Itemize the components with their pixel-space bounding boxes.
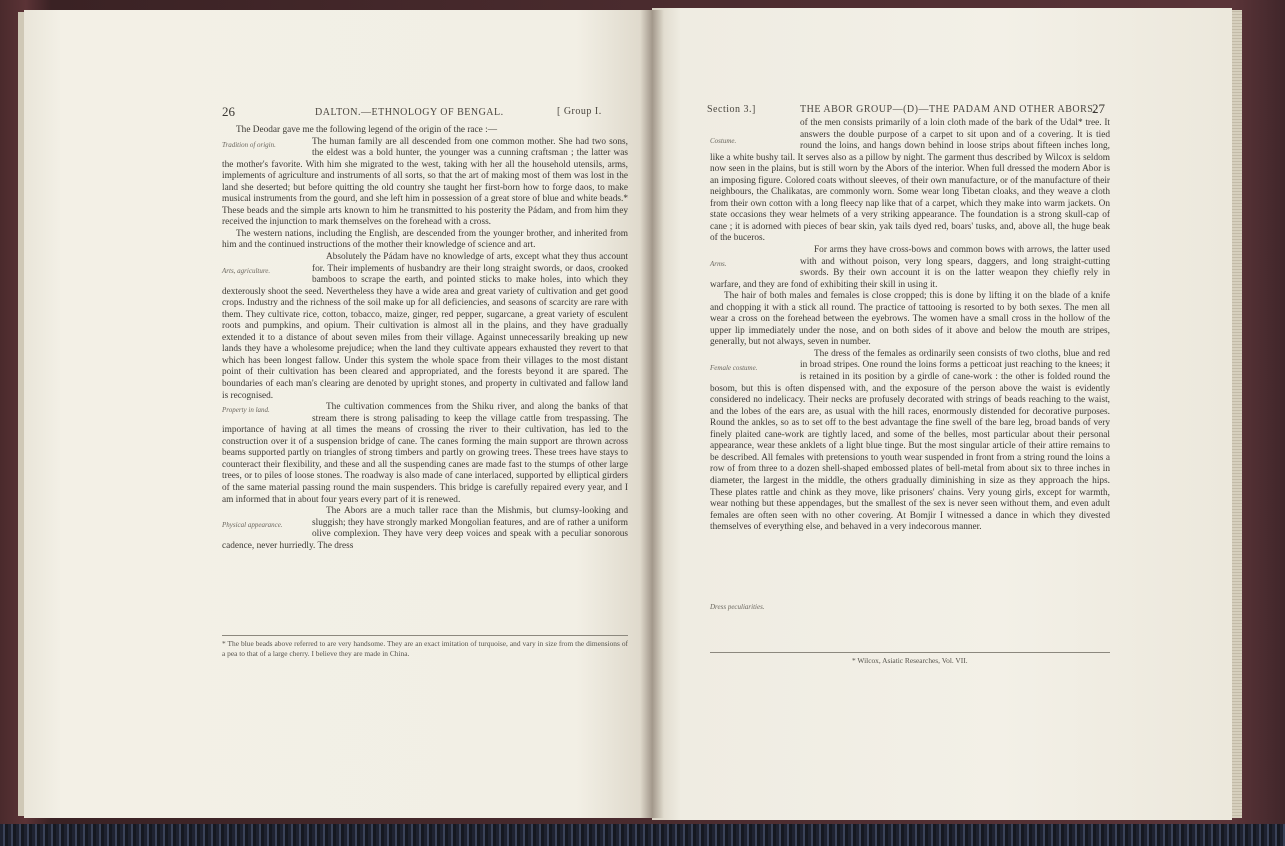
section-label: Section 3.] [707,104,756,115]
left-page [24,10,652,818]
side-note: Property in land. [222,406,270,415]
footnote: * Wilcox, Asiatic Researches, Vol. VII. [852,656,968,665]
paragraph: The cultivation commences from the Shiku river, and along the banks of that stream there is strong palisading to keep the village cattle from trespassing. The importance of having at all times the means of crossing the river to their cultivation, has led to the construction over it of a suspension bridge of cane. The canes forming the main support are thrown across beams supported partly on triangles of strong timbers and partly on growing trees. These trees have stays to counteract their flexibility, and these and all the suspending canes are made fast to the stumps of other large trees, or to piles of loose stones. The roadway is also made of cane interlaced, supported by elliptical girders of the same material passing round the main suspenders. This bridge is carefully repaired every year, and I am informed that in about four years every part of it is renewed. [222,402,628,505]
footnote-rule [710,652,1110,653]
side-note: Physical appearance. [222,521,283,530]
side-note: Dress peculiarities. [710,603,765,611]
page-number: 26 [222,104,235,119]
paragraph: The dress of the females as ordinarily seen consists of two cloths, blue and red in broad stripes. One round the loins forms a petticoat just reaching to the knees; it is retained in its position by a girdle of cane-work : the other is folded round the bosom, but this is often dispensed with, and the exposure of the person above the waist is evidently considered no indelicacy. Their necks are profusely decorated with strings of beads reaching to the waist, and the lobes of the ears are, as usual with the hill races, enormously distended for decorative purposes. Round the ankles, so as to set off to the best advantage the fine swell of the bare leg, broad bands of very finely plaited cane-work are tightly laced, and some of the belles, most particular about their personal appearance, wear these anklets of a light blue tinge. But the most singular article of their attire remains to be described. All females with pretensions to youth wear suspended in front from a string round the loins a row of from three to a dozen shell-shaped embossed plates of bell-metal from about six to three inches in diameter, the largest in the middle, the others gradually diminishing in size as they approach the hips. These plates rattle and chink as they move, like prisoners' chains. Very young girls, except for warmth, wear nothing but these appendages, but the smallest of the sex is never seen without them, and even adult females are often seen with no other covering. At Bomjir I witnessed a dance in which they divested themselves of everything else, and behaved in a very indecorous manner. [710,348,1110,533]
group-label: [ Group I. [557,106,602,117]
paragraph: The western nations, including the English, are descended from the younger brother, and inherited from him and the continued instructions of the mother their knowledge of science and art. [222,228,628,251]
side-note: Female costume. [710,363,758,372]
paragraph: The Abors are a much taller race than the Mishmis, but clumsy-looking and sluggish; they have strongly marked Mongolian features, and are of rather a uniform olive complexion. They have very deep voices and speak with a peculiar sonorous cadence, never hurriedly. The dress [222,506,628,551]
left-text-body [222,125,628,552]
page-number: 27 [1092,101,1105,116]
paragraph: For arms they have cross-bows and common bows with arrows, the latter used with and without poison, very long spears, daggers, and long straight-cutting swords. By their own account it is on the latter weapon they chiefly rely in warfare, and they are fond of exhibiting their skill in using it. [710,245,1110,290]
running-header: DALTON.—ETHNOLOGY OF BENGAL. [315,107,504,118]
side-note: Arts, agriculture. [222,267,271,276]
paragraph: The Deodar gave me the following legend of the origin of the race :— [236,125,497,135]
right-text-body [710,118,1110,534]
paragraph: The hair of both males and females is close cropped; this is done by lifting it on the blade of a knife and chopping it with a stick all round. The practice of tattooing is resorted to by both sexes. The men all wear a cross on the forehead between the eyebrows. The women have a small cross in the hollow of the upper lip immediately under the nose, and on both sides of it above and below the mouth are stripes, generally, but not always, seven in number. [710,291,1110,348]
right-page [652,8,1232,820]
side-note: Tradition of origin. [222,140,276,149]
side-note: Arms. [710,260,727,269]
book-gutter [640,10,664,818]
running-header: THE ABOR GROUP—(D)—THE PADAM AND OTHER ABORS. [800,104,1097,115]
side-note: Costume. [710,137,737,145]
paragraph: The human family are all descended from one common mother. She had two sons, the eldest was a bold hunter, the younger was a cunning craftsman ; the latter was the mother's favorite. With him she migrated to the west, taking with her all the household utensils, arms, implements of agriculture and instruments of all sorts, so that the art of making most of them was lost in the land she deserted; but before quitting the old country she taught her first-born how to forge daos, to make musical instruments from the gourd, and she left him in possession of a great store of blue and white beads.* These beads and the simple arts known to him he transmitted to his posterity the Pádam, and from him they received the injunction to mark themselves on the forehead with a cross. [222,136,628,228]
book-cloth-edge [0,824,1285,846]
paragraph: of the men consists primarily of a loin cloth made of the bark of the Udal* tree. It answers the double purpose of a carpet to sit upon and of a covering. It is tied round the loins, and hangs down behind in loose strips about fifteen inches long, like a white bushy tail. It serves also as a pillow by night. The garment thus described by Wilcox is seldom now seen in the plains, but is still worn by the Abors of the interior. When full dressed the modern Abor is an imposing figure. Colored coats without sleeves, of their own manufacture, or of the manufacture of their neighbours, the Chalikatas, are commonly worn. Some wear long Tibetan cloaks, and they weave a cloth from their own cotton with a long fleecy nap like that of a carpet, which they make into warm jackets. On state occasions they wear helmets of a very striking appearance. The foundation is a strong skull-cap of cane ; it is adorned with pieces of bear skin, yak tails dyed red, boars' tusks, and, above all, the huge beak of the buceros. [710,118,1110,244]
footnote-rule [222,635,628,636]
footnote: * The blue beads above referred to are very handsome. They are an exact imitation of turquoise, and vary in size from the dimensions of a pea to that of a large cherry. I believe they are made in China. [222,639,628,658]
paragraph: Absolutely the Pádam have no knowledge of arts, except what they thus account for. Their implements of husbandry are their long straight swords, or daos, crooked bamboos to scrape the earth, and pointed sticks to make holes, into which they dexterously shoot the seed. Nevertheless they have a wide area and great variety of cultivation and get good crops. Industry and the richness of the soil make up for all deficiencies, and seasons of scarcity are rare with them. They cultivate rice, cotton, tobacco, maize, ginger, red pepper, sugarcane, a great variety of esculent roots and pumpkins, and opium. Their cultivation is almost all in the plains, and they have gradually extended it to a distance of about seven miles from their village. Against unnecessarily breaking up new lands they have a wholesome prejudice; when the land they cultivate appears exhausted they revert to that which has been longest fallow. Under this system the whole space from their villages to the most distant point of their cultivation has been cleared and appropriated, and the forests beyond it are spared. The boundaries of each man's clearing are denoted by upright stones, and property in cultivated and fallow land is recognised. [222,252,628,401]
